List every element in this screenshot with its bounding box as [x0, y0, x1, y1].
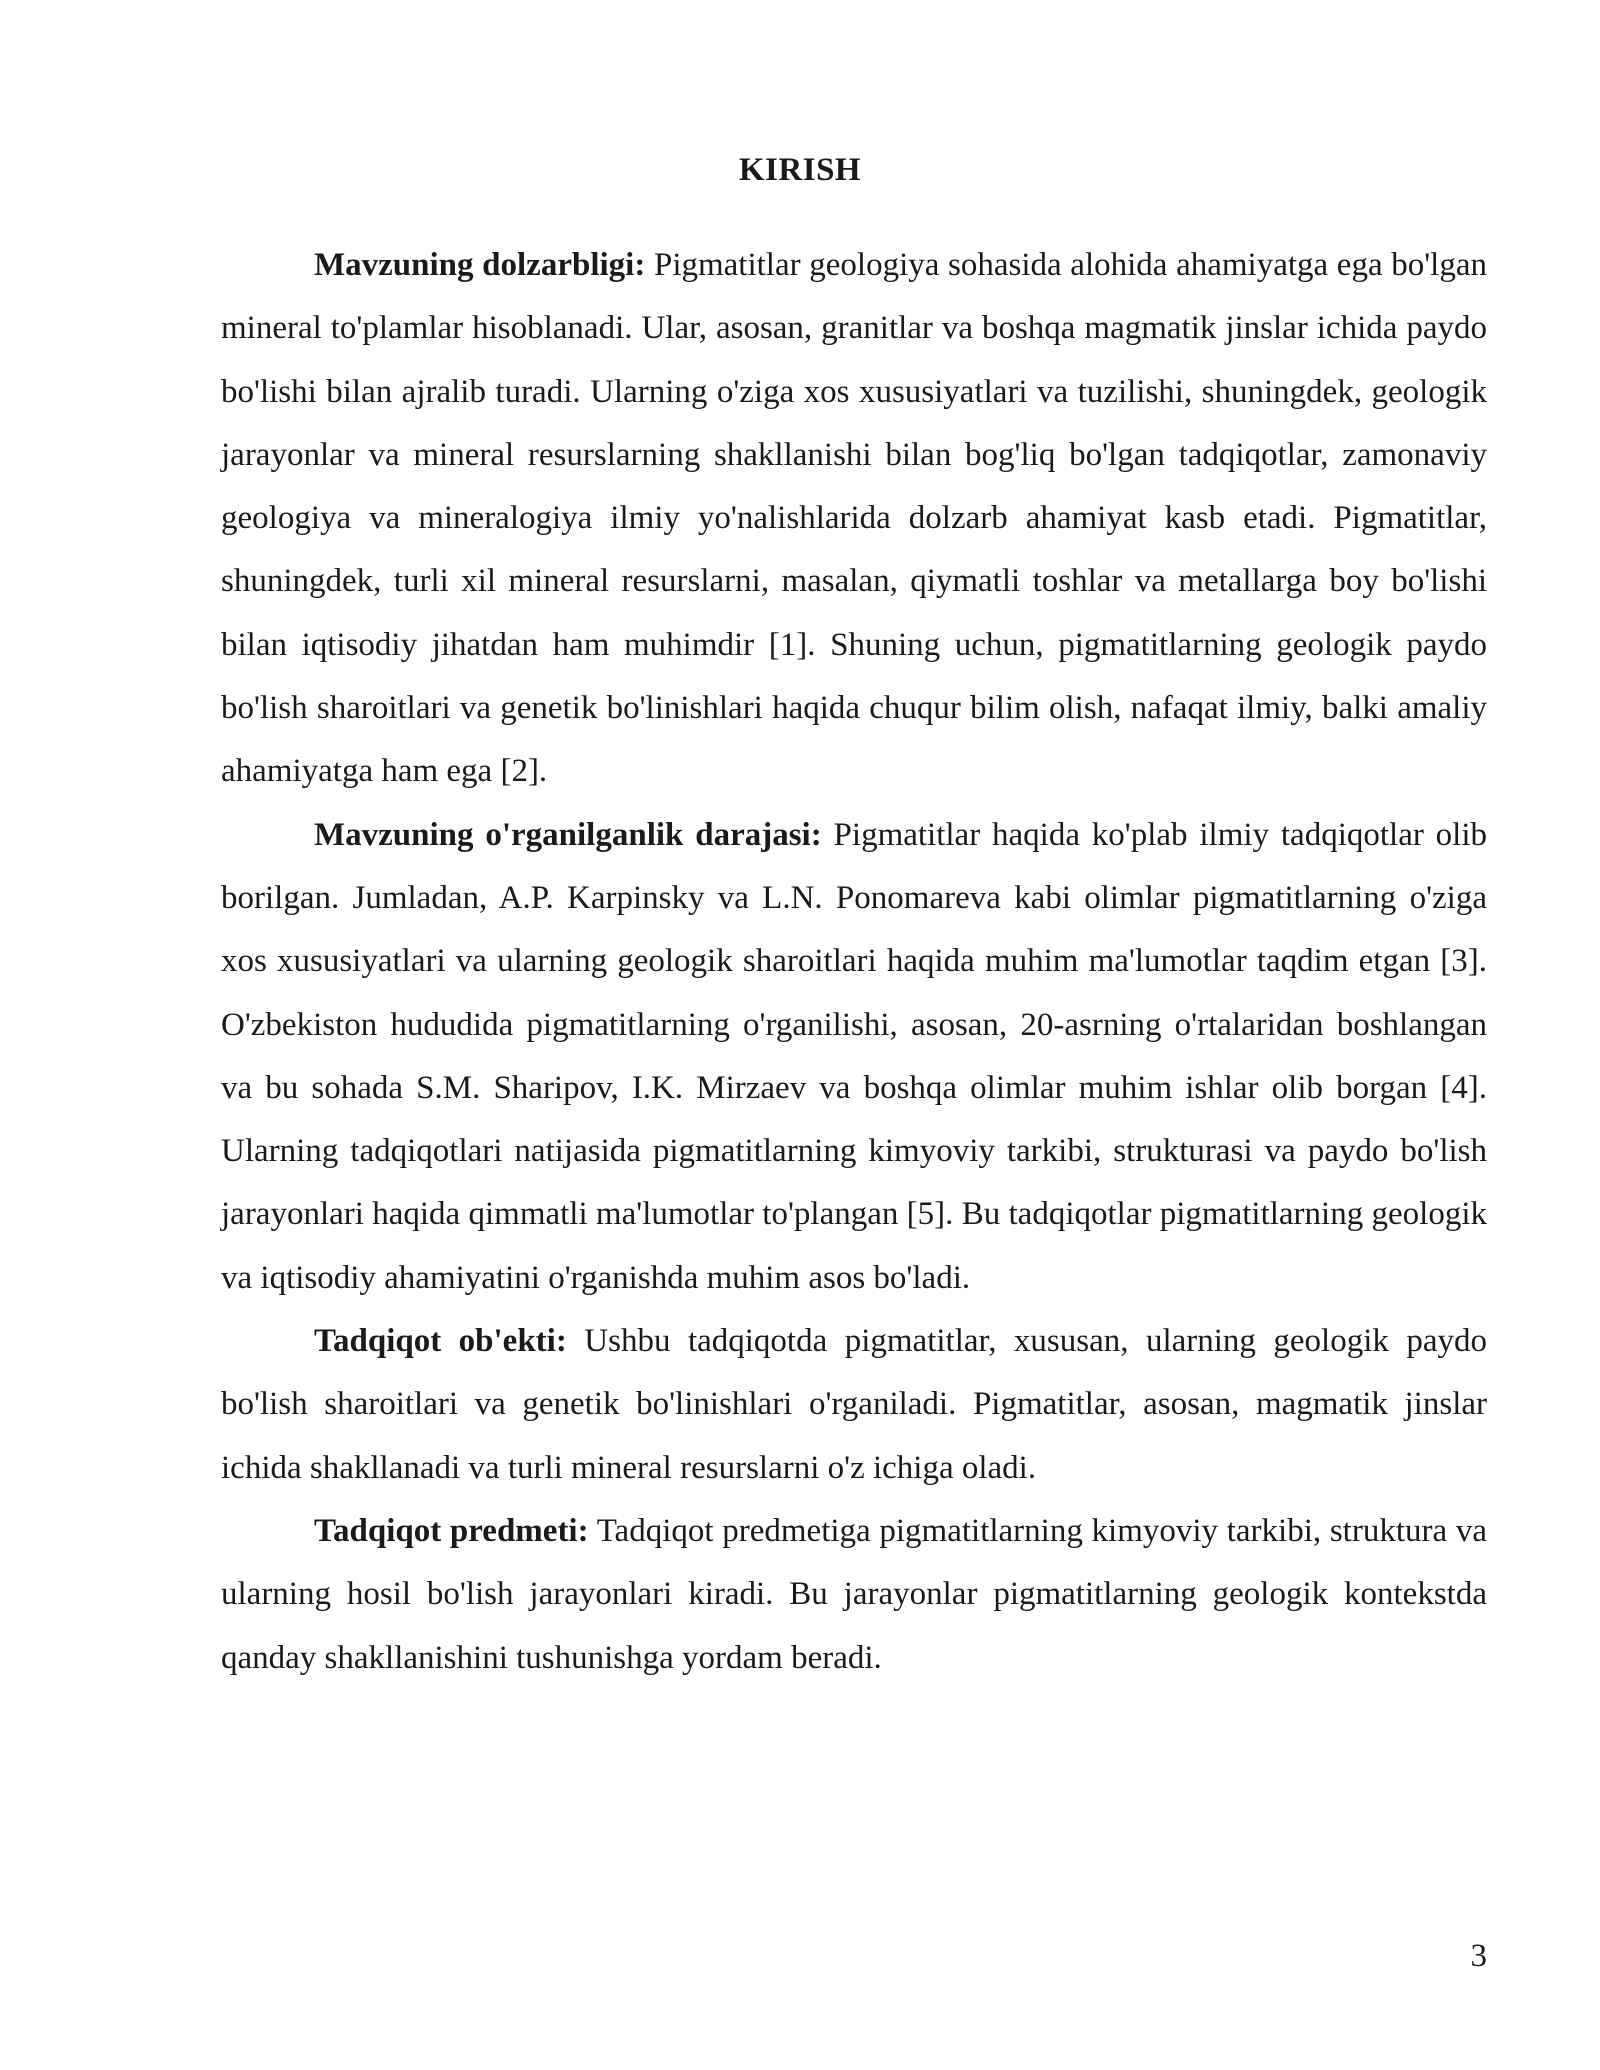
paragraph-text: Pigmatitlar haqida ko'plab ilmiy tadqiqotlar olib borilgan. Jumladan, A.P. Karpinsky va L.N. Ponomareva kabi olimlar pigmatitlarning o'ziga xos xususiyatlari va ularning geologik sharoitlari haqida muhim ma'lumotlar taqdim etgan [3]. O'zbekiston hududida pigmatitlarning o'rganilishi, asosan, 20-asrning o'rtalaridan boshlangan va bu sohada S.M. Sharipov, I.K. Mirzaev va boshqa olimlar muhim ishlar olib borgan [4]. Ularning tadqiqotlari natijasida pigmatitlarning kimyoviy tarkibi, strukturasi va paydo bo'lish jarayonlari haqida qimmatli ma'lumotlar to'plangan [5]. Bu tadqiqotlar pigmatitlarning geologik va iqtisodiy ahamiyatini o'rganishda muhim asos bo'ladi.	[221, 816, 1488, 1296]
paragraph-heading: Tadqiqot predmeti:	[314, 1512, 589, 1549]
paragraph-study-level	[221, 804, 1487, 1310]
paragraph-research-object	[221, 1310, 1487, 1500]
paragraph-heading: Mavzuning dolzarbligi:	[314, 247, 646, 283]
paragraph-heading: Tadqiqot ob'ekti:	[314, 1323, 567, 1360]
document-body	[221, 234, 1487, 1690]
paragraph-text: Tadqiqot predmetiga pigmatitlarning kimyoviy tarkibi, struktura va ularning hosil bo'lish jarayonlari kiradi. Bu jarayonlar pigmatitlarning geologik kontekstda qanday shakllanishini tushunishga yordam beradi.	[221, 1512, 1487, 1676]
paragraph-text: Pigmatitlar geologiya sohasida alohida ahamiyatga ega bo'lgan mineral to'plamlar hisoblanadi. Ular, asosan, granitlar va boshqa magmatik jinslar ichida paydo bo'lishi bilan ajralib turadi. Ularning o'ziga xos xususiyatlari va tuzilishi, shuningdek, geologik jarayonlar va mineral resurslarning shakllanishi bilan bog'liq bo'lgan tadqiqotlar, zamonaviy geologiya va mineralogiya ilmiy yo'nalishlarida dolzarb ahamiyat kasb etadi. Pigmatitlar, shuningdek, turli xil mineral resurslarni, masalan, qiymatli toshlar va metallarga boy bo'lishi bilan iqtisodiy jihatdan ham muhimdir [1]. Shuning uchun, pigmatitlarning geologik paydo bo'lish sharoitlari va genetik bo'linishlari haqida chuqur bilim olish, nafaqat ilmiy, balki amaliy ahamiyatga ham ega [2].	[221, 247, 1487, 790]
page-number: 3	[1470, 1938, 1487, 1974]
paragraph-research-subject	[221, 1500, 1487, 1690]
paragraph-text: Ushbu tadqiqotda pigmatitlar, xususan, ularning geologik paydo bo'lish sharoitlari va genetik bo'linishlari o'rganiladi. Pigmatitlar, asosan, magmatik jinslar ichida shakllanadi va turli mineral resurslarni o'z ichiga oladi.	[221, 1323, 1487, 1486]
page-title: KIRISH	[738, 152, 862, 188]
paragraph-heading: Mavzuning o'rganilganlik darajasi:	[314, 816, 822, 853]
paragraph-relevance	[221, 234, 1487, 804]
